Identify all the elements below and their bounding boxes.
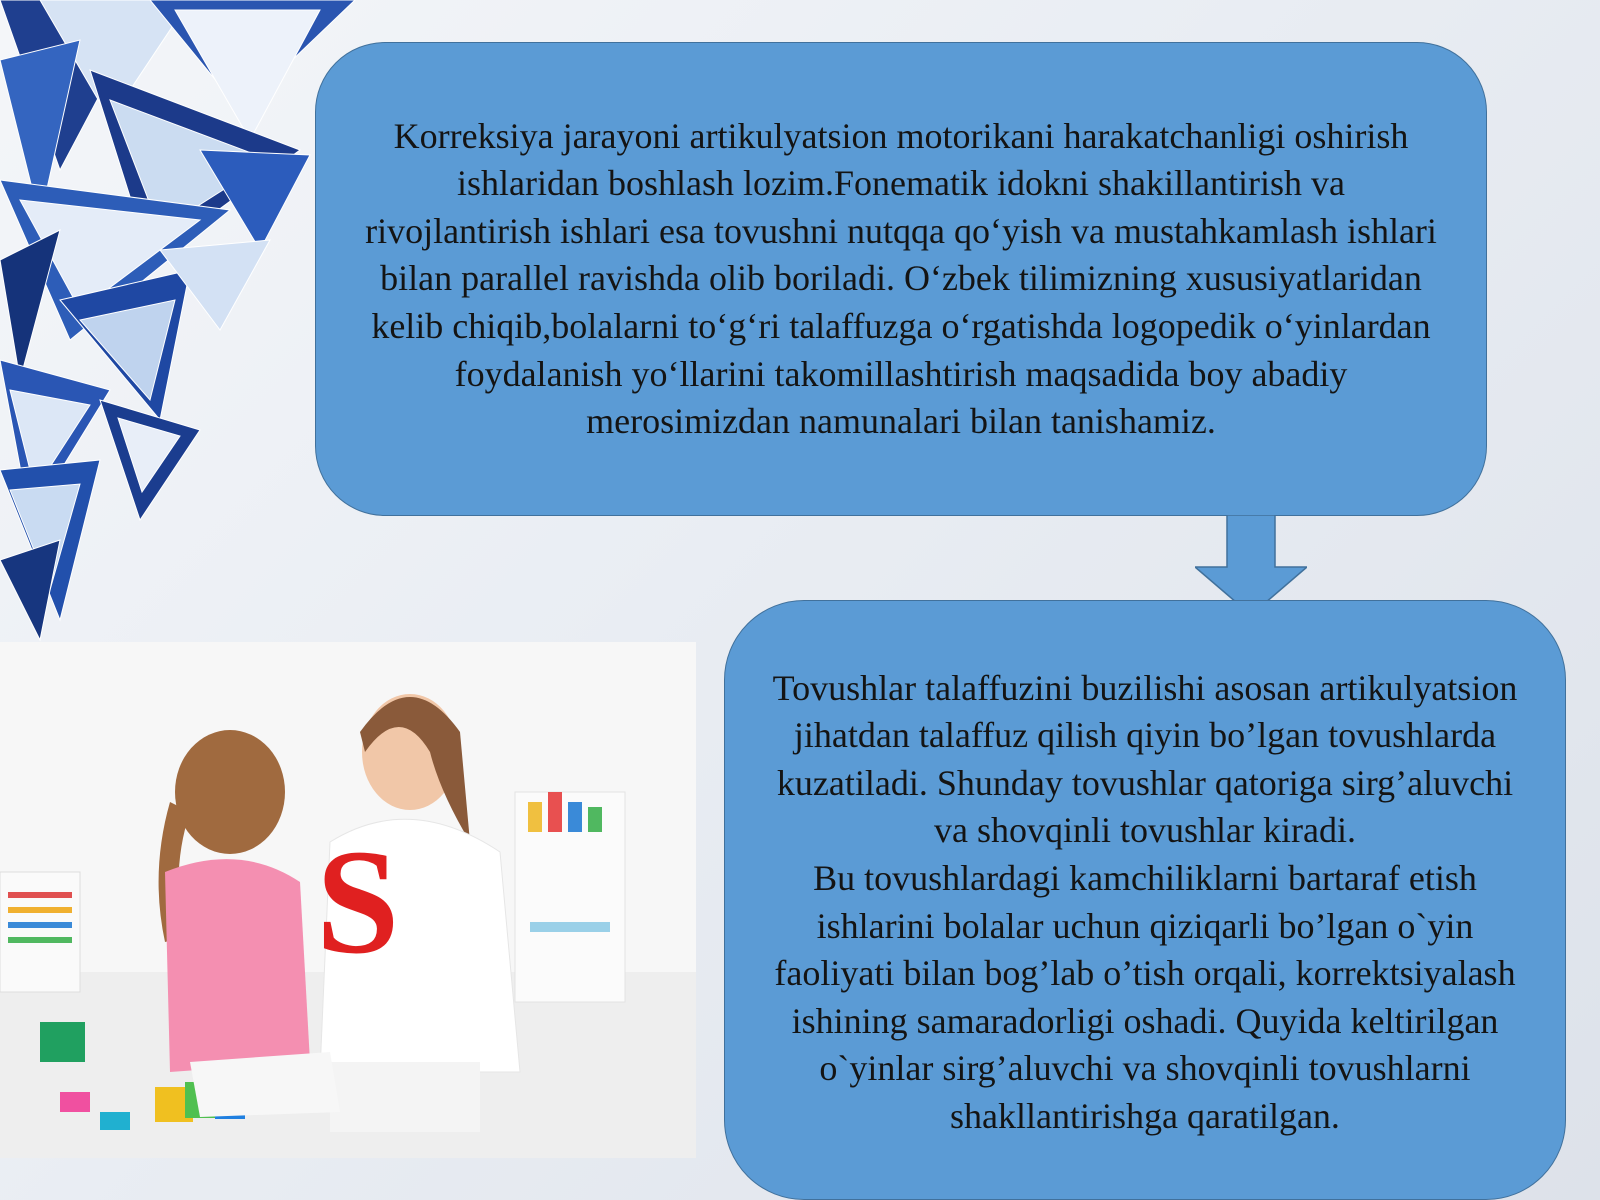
bottom-text-box [724, 600, 1566, 1200]
photo-letter: S [316, 819, 400, 985]
decorative-triangles [0, 0, 360, 650]
top-text-box [315, 42, 1487, 516]
bottom-box-text: Tovushlar talaffuzini buzilishi asosan artikulyatsion jihatdan talaffuz qilish qiyin bo’lgan tovushlarda kuzatiladi. Shunday tovushlar qatoriga sirg’aluvchi va shovqinli tovushlar kiradi. Bu tovushlardagi kamchiliklarni bartaraf etish ishlarini bolalar uchun qiziqarli bo’lgan o`yin faoliyati bilan bog’lab o’tish orqali, korrektsiyalash ishining samaradorligi oshadi. Quyida keltirilgan o`yinlar sirg’aluvchi va shovqinli tovushlarni shakllantirishga qaratilgan. [772, 667, 1518, 1136]
top-box-text: Korreksiya jarayoni artikulyatsion motorikani harakatchanligi oshirish ishlaridan boshlash lozim.Fonematik idokni shakillantirish va rivojlantirish ishlari esa tovushni nutqqa qo‘yish va mustahkamlash ishlari bilan parallel ravishda olib boriladi. O‘zbek tilimizning xususiyatlaridan kelib chiqib,bolalarni to‘g‘ri talaffuzga o‘rgatishda logopedik o‘yinlardan foydalanish yo‘llarini takomillashtirish maqsadida boy abadiy merosimizdan namunalari bilan tanishamiz. [365, 115, 1437, 442]
therapy-photo [0, 642, 696, 1158]
